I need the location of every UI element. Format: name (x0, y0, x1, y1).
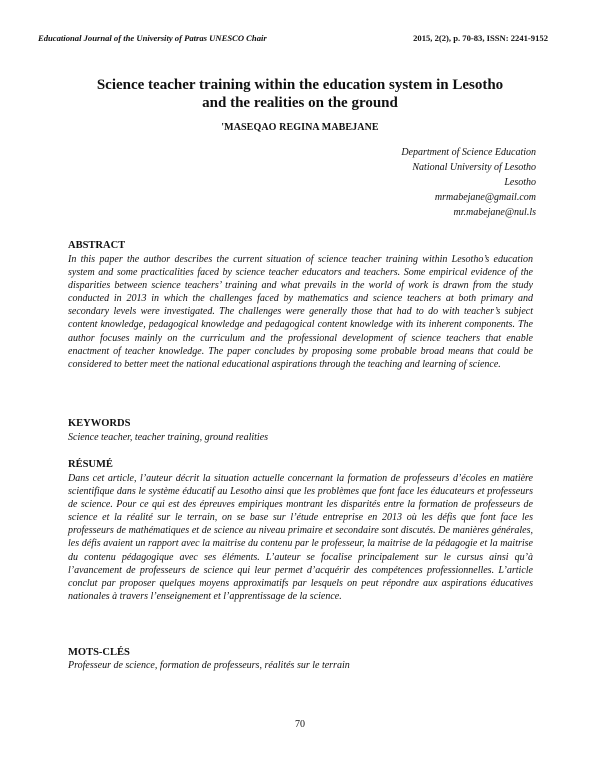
title-line-2: and the realities on the ground (202, 95, 398, 111)
country: Lesotho (504, 177, 536, 188)
email-primary: mrmabejane@gmail.com (434, 192, 536, 203)
title-line-1: Science teacher training within the education system in Lesotho (96, 77, 504, 93)
university: National University of Lesotho (412, 162, 536, 173)
resume-text: Dans cet article, l’auteur décrit la situation actuelle concernant la formation de professeurs d’écoles en matière scientifique dans le système éducatif au Lesotho ainsi que les problèmes que font face les éducateurs et professeurs de science. Pour ce qui est des épreuves empiriques montrant les disparités entre la formation de professeurs de science et la réalité sur le terrain, on se base sur l’étude entreprise en 2013 où les défis que font face les professeurs de mathématiques et de science au niveau primaire et secondaire sont discutés. De manières générales, les défis avaient un rapport avec la maitrise du contenu par le professeur, la maitrise de la pédagogie et la maitrise du contenu pédagogique avec ses éléments. L’auteur se focalise principalement sur le cursus ainsi qu’à l’avancement de professeurs de science qui leur permet d’acquérir des compétences professionnelles. L’article conclut par proposer quelques moyens approximatifs par lesquels on peut répondre aux aspirations éducatives nationales à travers l’enseignement et l’apprentissage de la science. (68, 473, 533, 602)
resume-heading: RÉSUMÉ (68, 459, 113, 470)
page-number: 70 (295, 719, 305, 730)
keywords-text: Science teacher, teacher training, ground realities (68, 432, 269, 443)
email-secondary: mr.mabejane@nul.ls (453, 207, 536, 218)
department: Department of Science Education (401, 147, 536, 158)
running-header (38, 33, 548, 43)
abstract-heading: ABSTRACT (68, 240, 126, 251)
motscles-heading: MOTS-CLÉS (68, 647, 130, 658)
author-name: 'MASEQAO REGINA MABEJANE (221, 122, 379, 133)
paper-title (40, 76, 560, 112)
citation-info: 2015, 2(2), p. 70-83, ISSN: 2241-9152 (413, 33, 548, 43)
author-affiliation (401, 145, 536, 220)
motscles-text: Professeur de science, formation de professeurs, réalités sur le terrain (68, 660, 350, 671)
keywords-heading: KEYWORDS (68, 418, 131, 429)
journal-name: Educational Journal of the University of Patras UNESCO Chair (38, 33, 267, 43)
abstract-text: In this paper the author describes the current situation of science teacher training within Lesotho’s education system and some practicalities faced by science teacher educators and teachers. Some empirical evidence of the disparities between science teachers’ training and what prevails in the world of work is drawn from the study conducted in 2013 in which the challenges faced by mathematics and science teachers at both primary and secondary levels were investigated. The challenges were generally those that had to do with teacher’s subject content knowledge, pedagogical knowledge and pedagogical content knowledge with its inherent components. The author focuses mainly on the curriculum and the professional development of science teachers that enable enactment of teacher knowledge. The paper concludes by proposing some probable broad means that could be considered to better meet the national educational aspirations through the teaching and learning of science. (68, 254, 533, 370)
